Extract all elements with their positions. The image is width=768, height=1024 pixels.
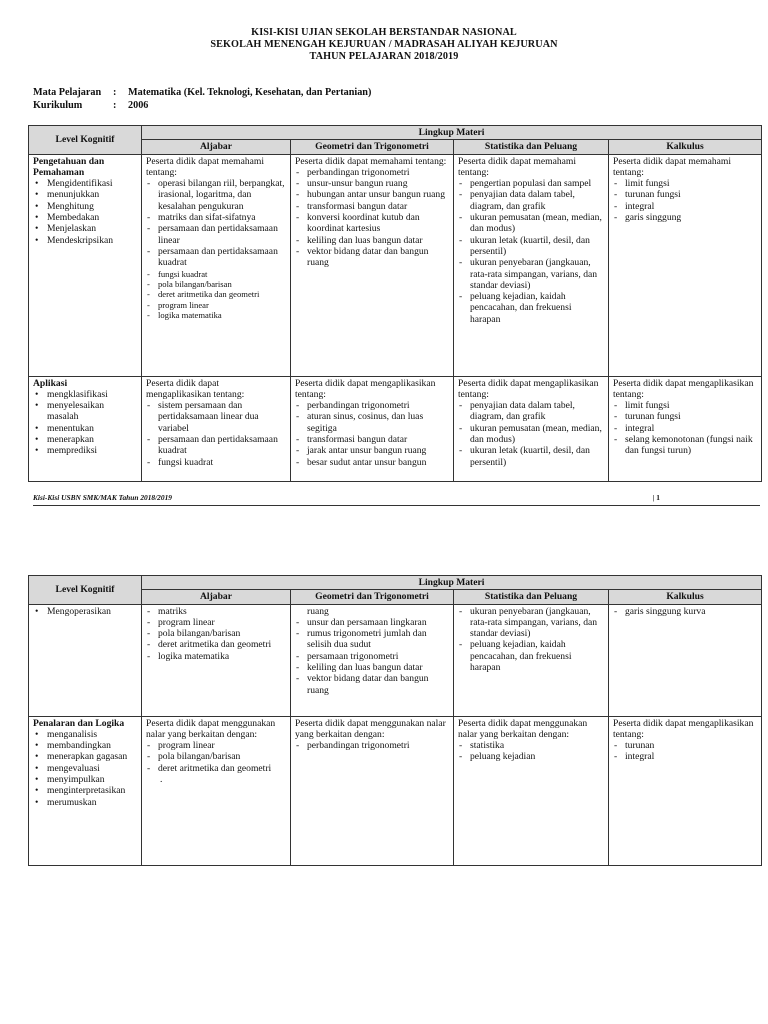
list-item: - limit fungsi <box>613 178 757 189</box>
list-item: - limit fungsi <box>613 400 757 411</box>
list-item: - perbandingan trigonometri <box>295 167 449 178</box>
cell-intro: Peserta didik dapat memahami tentang: <box>146 155 265 178</box>
list-item: - garis singgung kurva <box>613 606 757 617</box>
document-meta <box>33 86 371 112</box>
list-item: - penyajian data dalam tabel, diagram, dan grafik <box>458 400 604 423</box>
list-item: - keliling dan luas bangun datar <box>295 662 449 673</box>
cell-continued-text: ruang <box>307 605 329 617</box>
geometri-list <box>295 167 449 269</box>
statistika-list <box>458 606 604 674</box>
cell-intro: Peserta didik dapat memahami tentang: <box>295 155 447 167</box>
list-item: - unsur-unsur bangun ruang <box>295 178 449 189</box>
header-lingkup-materi: Lingkup Materi <box>142 126 762 140</box>
list-item: - matriks <box>146 606 286 617</box>
cell-statistika <box>454 716 609 865</box>
kurikulum-colon: : <box>113 100 117 111</box>
list-item: - turunan fungsi <box>613 411 757 422</box>
cell-kalkulus <box>609 604 762 716</box>
level-title: Penalaran dan Logika <box>33 717 125 729</box>
cell-intro: Peserta didik dapat memahami tentang: <box>613 155 732 178</box>
kurikulum-value: 2006 <box>128 100 149 111</box>
list-item: • Membedakan <box>33 212 137 223</box>
kalkulus-list <box>613 606 757 617</box>
cell-level-continued <box>29 604 142 716</box>
list-item: - hubungan antar unsur bangun ruang <box>295 189 449 200</box>
list-item: - deret aritmetika dan geometri <box>146 639 286 650</box>
list-item: • mengevaluasi <box>33 763 137 774</box>
aljabar-list <box>146 178 286 268</box>
kurikulum-label: Kurikulum <box>33 100 83 111</box>
list-item: - jarak antar unsur bangun ruang <box>295 445 449 456</box>
cell-intro: Peserta didik dapat mengaplikasikan tentang: <box>458 377 599 400</box>
table-row-penalaran <box>29 716 762 865</box>
mapel-colon: : <box>113 87 117 98</box>
header-geometri: Geometri dan Trigonometri <box>291 590 454 604</box>
list-item: • menunjukkan <box>33 189 137 200</box>
list-item: - keliling dan luas bangun datar <box>295 235 449 246</box>
cell-statistika <box>454 376 609 481</box>
header-kalkulus: Kalkulus <box>609 590 762 604</box>
header-statistika: Statistika dan Peluang <box>454 140 609 154</box>
cell-aljabar <box>142 604 291 716</box>
list-item: - ukuran letak (kuartil, desil, dan persentil) <box>458 445 604 468</box>
footer-text: Kisi-Kisi USBN SMK/MAK Tahun 2018/2019 <box>33 493 172 502</box>
kalkulus-list <box>613 178 757 223</box>
list-item: - unsur dan persamaan lingkaran <box>295 617 449 628</box>
cell-intro: Peserta didik dapat mengaplikasikan tentang: <box>613 717 754 740</box>
kalkulus-list <box>613 400 757 456</box>
list-item: - persamaan trigonometri <box>295 651 449 662</box>
header-level-kognitif: Level Kognitif <box>29 576 142 605</box>
geometri-list <box>295 400 449 468</box>
list-item: - ukuran penyebaran (jangkauan, rata-rata simpangan, varians, dan standar deviasi) <box>458 606 604 640</box>
list-item: - transformasi bangun datar <box>295 434 449 445</box>
list-item: - konversi koordinat kutub dan koordinat kartesius <box>295 212 449 235</box>
list-item: - integral <box>613 751 757 762</box>
list-item: - integral <box>613 423 757 434</box>
statistika-list <box>458 400 604 468</box>
header-year: TAHUN PELAJARAN 2018/2019 <box>309 50 459 62</box>
list-item: • mengklasifikasi <box>33 389 137 400</box>
list-item: • Mengidentifikasi <box>33 178 137 189</box>
cell-intro: Peserta didik dapat memahami tentang: <box>458 155 577 178</box>
list-item: • Mengoperasikan <box>33 606 137 617</box>
document-page-2 <box>0 540 768 1024</box>
header-title: KISI-KISI UJIAN SEKOLAH BERSTANDAR NASIONAL <box>251 27 517 38</box>
cell-intro: Peserta didik dapat menggunakan nalar yang berkaitan dengan: <box>458 717 588 740</box>
header-lingkup-materi: Lingkup Materi <box>142 576 762 590</box>
list-item: - peluang kejadian, kaidah pencacahan, dan frekuensi harapan <box>458 291 604 325</box>
list-item: - penyajian data dalam tabel, diagram, dan grafik <box>458 189 604 212</box>
level-title: Pengetahuan dan Pemahaman <box>33 155 105 178</box>
header-school: SEKOLAH MENENGAH KEJURUAN / MADRASAH ALIYAH KEJURUAN <box>210 38 558 50</box>
list-item: • menerapkan <box>33 434 137 445</box>
cell-intro: Peserta didik dapat menggunakan nalar yang berkaitan dengan: <box>295 717 446 740</box>
list-item: - perbandingan trigonometri <box>295 400 449 411</box>
table-row-aplikasi <box>29 376 762 481</box>
cell-kalkulus <box>609 376 762 481</box>
aljabar-list <box>146 606 286 662</box>
list-item: - transformasi bangun datar <box>295 201 449 212</box>
list-item: • menyelesaikan masalah <box>33 400 137 423</box>
page-number: | 1 <box>652 493 660 502</box>
kalkulus-list <box>613 740 757 763</box>
cell-aljabar <box>142 716 291 865</box>
cell-level-aplikasi <box>29 376 142 481</box>
list-item: - integral <box>613 201 757 212</box>
kisi-table-page-2 <box>28 575 762 866</box>
list-item: • Menjelaskan <box>33 223 137 234</box>
trailing-mark: . <box>160 774 163 786</box>
aljabar-list <box>146 400 286 468</box>
list-item: - pola bilangan/barisan <box>146 279 286 289</box>
document-header <box>0 0 768 62</box>
list-item: - fungsi kuadrat <box>146 269 286 279</box>
list-item: - matriks dan sifat-sifatnya <box>146 212 286 223</box>
level-list <box>33 389 137 457</box>
list-item: - pola bilangan/barisan <box>146 628 286 639</box>
level-list <box>33 178 137 246</box>
cell-level-pengetahuan <box>29 154 142 376</box>
cell-kalkulus <box>609 154 762 376</box>
list-item: - ukuran penyebaran (jangkauan, rata-rata simpangan, varians, dan standar deviasi) <box>458 257 604 291</box>
list-item: - fungsi kuadrat <box>146 457 286 468</box>
list-item: - statistika <box>458 740 604 751</box>
cell-level-penalaran <box>29 716 142 865</box>
cell-intro: Peserta didik dapat menggunakan nalar yang berkaitan dengan: <box>146 717 276 740</box>
cell-geometri <box>291 154 454 376</box>
cell-kalkulus <box>609 716 762 865</box>
list-item: - pola bilangan/barisan <box>146 751 286 762</box>
statistika-list <box>458 178 604 325</box>
list-item: • menyimpulkan <box>33 774 137 785</box>
geometri-list <box>295 740 449 751</box>
list-item: - peluang kejadian, kaidah pencacahan, dan frekuensi harapan <box>458 639 604 673</box>
cell-geometri <box>291 604 454 716</box>
list-item: - vektor bidang datar dan bangun ruang <box>295 246 449 269</box>
cell-geometri <box>291 376 454 481</box>
list-item: - turunan <box>613 740 757 751</box>
cell-statistika <box>454 604 609 716</box>
cell-geometri <box>291 716 454 865</box>
aljabar-list-small <box>146 269 286 321</box>
list-item: - peluang kejadian <box>458 751 604 762</box>
list-item: - persamaan dan pertidaksamaan linear <box>146 223 286 246</box>
header-aljabar: Aljabar <box>142 140 291 154</box>
level-list <box>33 606 137 617</box>
list-item: - rumus trigonometri jumlah dan selisih dua sudut <box>295 628 449 651</box>
list-item: - pengertian populasi dan sampel <box>458 178 604 189</box>
list-item: • membandingkan <box>33 740 137 751</box>
list-item: - aturan sinus, cosinus, dan luas segitiga <box>295 411 449 434</box>
header-geometri: Geometri dan Trigonometri <box>291 140 454 154</box>
list-item: - operasi bilangan riil, berpangkat, irasional, logaritma, dan kesalahan pengukuran <box>146 178 286 212</box>
list-item: - selang kemonotonan (fungsi naik dan fungsi turun) <box>613 434 757 457</box>
list-item: - logika matematika <box>146 310 286 320</box>
aljabar-list <box>146 740 286 774</box>
list-item: • menentukan <box>33 423 137 434</box>
level-list <box>33 729 137 808</box>
list-item: - ukuran pemusatan (mean, median, dan modus) <box>458 212 604 235</box>
list-item: • menerapkan gagasan <box>33 751 137 762</box>
list-item: - deret aritmetika dan geometri <box>146 289 286 299</box>
list-item: - deret aritmetika dan geometri <box>146 763 286 774</box>
list-item: - program linear <box>146 617 286 628</box>
list-item: - ukuran pemusatan (mean, median, dan modus) <box>458 423 604 446</box>
header-aljabar: Aljabar <box>142 590 291 604</box>
table-row-pengetahuan <box>29 154 762 376</box>
list-item: - perbandingan trigonometri <box>295 740 449 751</box>
list-item: - besar sudut antar unsur bangun <box>295 457 449 468</box>
cell-intro: Peserta didik dapat mengaplikasikan tentang: <box>613 377 754 400</box>
list-item: - logika matematika <box>146 651 286 662</box>
list-item: - garis singgung <box>613 212 757 223</box>
list-item: - persamaan dan pertidaksamaan kuadrat <box>146 434 286 457</box>
list-item: • Menghitung <box>33 201 137 212</box>
list-item: - sistem persamaan dan pertidaksamaan linear dua variabel <box>146 400 286 434</box>
list-item: - vektor bidang datar dan bangun ruang <box>295 673 449 696</box>
list-item: - turunan fungsi <box>613 189 757 200</box>
mapel-label: Mata Pelajaran <box>33 87 102 98</box>
cell-aljabar <box>142 376 291 481</box>
header-statistika: Statistika dan Peluang <box>454 590 609 604</box>
list-item: - program linear <box>146 740 286 751</box>
list-item: - ukuran letak (kuartil, desil, dan persentil) <box>458 235 604 258</box>
cell-intro: Peserta didik dapat mengaplikasikan tentang: <box>295 377 436 400</box>
level-title: Aplikasi <box>33 377 68 389</box>
geometri-list <box>295 617 449 696</box>
cell-intro: Peserta didik dapat mengaplikasikan tentang: <box>146 377 245 400</box>
list-item: • memprediksi <box>33 445 137 456</box>
list-item: • menginterpretasikan <box>33 785 137 796</box>
header-kalkulus: Kalkulus <box>609 140 762 154</box>
page-footer <box>33 493 760 506</box>
list-item: • menganalisis <box>33 729 137 740</box>
kisi-table-page-1 <box>28 125 762 482</box>
list-item: • merumuskan <box>33 797 137 808</box>
header-level-kognitif: Level Kognitif <box>29 126 142 155</box>
list-item: • Mendeskripsikan <box>33 235 137 246</box>
list-item: - program linear <box>146 300 286 310</box>
table-row-mengoperasikan <box>29 604 762 716</box>
mapel-value: Matematika (Kel. Teknologi, Kesehatan, dan Pertanian) <box>128 87 372 98</box>
statistika-list <box>458 740 604 763</box>
list-item: - persamaan dan pertidaksamaan kuadrat <box>146 246 286 269</box>
cell-statistika <box>454 154 609 376</box>
cell-aljabar <box>142 154 291 376</box>
